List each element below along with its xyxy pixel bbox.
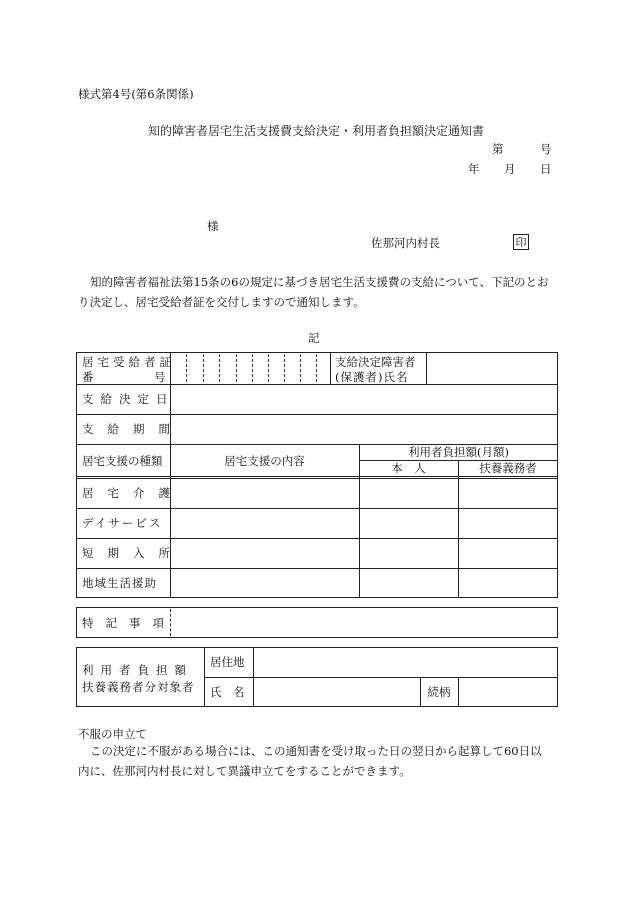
relation-label: 続柄 — [427, 685, 451, 699]
document-title: 知的障害者居宅生活支援費支給決定・利用者負担額決定通知書 — [148, 124, 485, 138]
cert-number-label-2a: 番 — [82, 370, 94, 384]
service-type-header: 居宅支援の種類 — [82, 454, 163, 468]
service-row-label: デイサービス — [82, 516, 163, 530]
name-label: 氏 名 — [210, 685, 245, 699]
self-header: 本 人 — [391, 461, 426, 475]
service-content-header: 居宅支援の内容 — [224, 454, 305, 468]
supporter-header: 扶養義務者 — [479, 461, 537, 475]
ki-label: 記 — [308, 331, 320, 345]
burden-header: 利用者負担額(月額) — [408, 445, 509, 459]
service-row-label: 居宅介護 — [82, 486, 184, 500]
number-go: 号 — [540, 142, 552, 156]
appeal-paragraph: この決定に不服がある場合には、この通知書を受け取った日の翌日から起算して60日以内に、佐那河内村長に対して異議申立てをすることができます。 — [78, 744, 542, 778]
date-month: 月 — [504, 162, 516, 176]
burden-target-label-1: 利用者負担額 — [82, 663, 193, 677]
issuer-name: 佐那河内村長 — [371, 236, 440, 250]
service-row-label: 短期入所 — [82, 546, 184, 560]
date-day: 日 — [540, 162, 552, 176]
period-label: 支給期間 — [82, 422, 184, 436]
recipient-label-1: 支給決定障害者 — [335, 355, 416, 369]
addressee-suffix: 様 — [207, 219, 219, 233]
number-dai: 第 — [492, 142, 504, 156]
appeal-heading: 不服の申立て — [78, 727, 147, 741]
cert-number-label-1: 居宅受給者証 — [82, 355, 175, 369]
form-id: 様式第4号(第6条関係) — [78, 87, 194, 101]
recipient-label-2: (保護者)氏名 — [335, 370, 409, 384]
body-paragraph: 知的障害者福祉法第15条の6の規定に基づき居宅生活支援費の支給について、下記のとおり決定し、居宅受給者証を交付しますので通知します。 — [78, 275, 549, 309]
service-row-label: 地域生活援助 — [82, 576, 157, 590]
remarks-label: 特記事項 — [82, 615, 176, 630]
decision-date-label: 支給決定日 — [82, 392, 175, 406]
date-year: 年 — [468, 162, 480, 176]
burden-target-label-2: 扶養義務者分対象者 — [82, 680, 195, 694]
residence-label: 居住地 — [210, 655, 245, 669]
cert-number-label-2b: 号 — [154, 370, 166, 384]
seal-mark: 印 — [513, 234, 529, 250]
